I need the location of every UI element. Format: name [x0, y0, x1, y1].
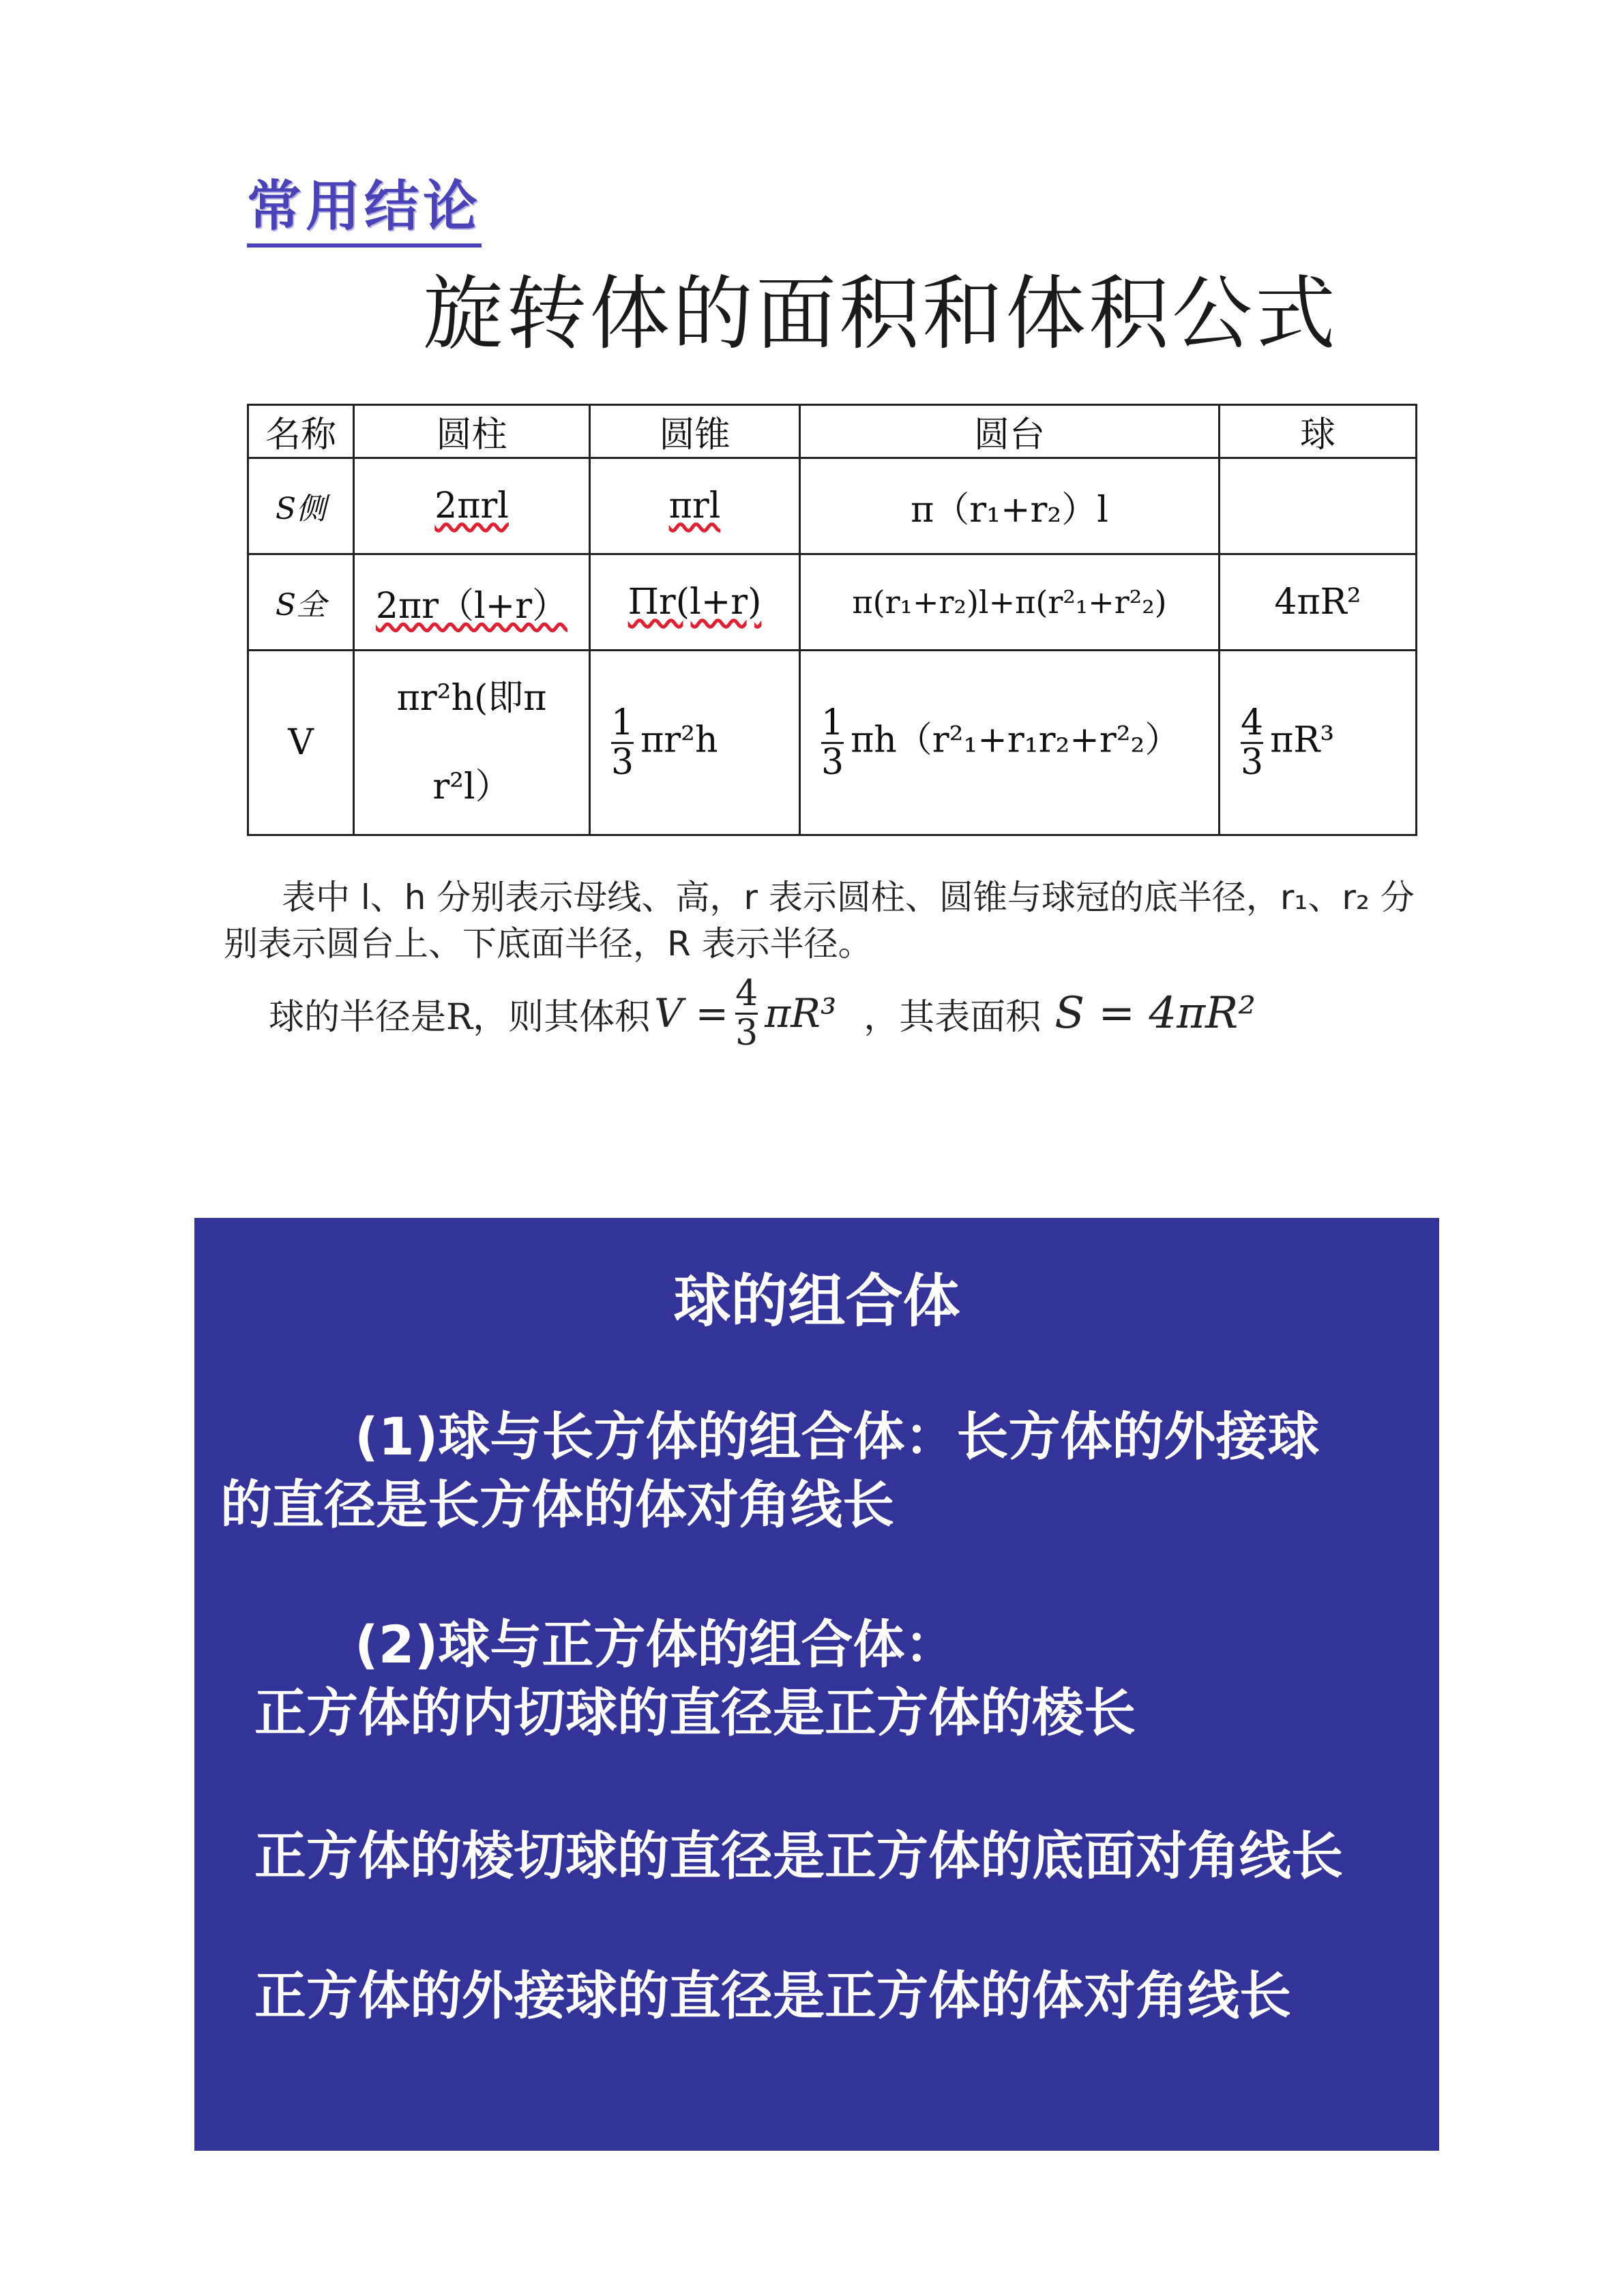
item1-line2: 的直径是长方体的体对角线长 [220, 1474, 894, 1535]
header-cylinder: 圆柱 [354, 405, 590, 458]
table-row-full-area [248, 554, 1417, 651]
sphere-prefix: 球的半径是R，则其体积 [269, 996, 651, 1038]
cell-sphere-side [1220, 458, 1417, 554]
cell-cone-side: πrl [590, 458, 800, 554]
sphere-combination-panel [194, 1218, 1439, 2151]
header-name: 名称 [248, 405, 354, 458]
table-row-side-area [248, 458, 1417, 554]
item2-line4: 正方体的外接球的直径是正方体的体对角线长 [254, 1965, 1291, 2026]
sphere-formula-line [269, 975, 1360, 1052]
cylinder-volume-line1: πr²h(即π [396, 678, 547, 719]
cell-frustum-volume: $\frac{1}{3}$ πh（r²₁+r₁r₂+r²₂） [800, 651, 1220, 835]
cell-cylinder-side: 2πrl [354, 458, 590, 554]
label-full-area: S全 [248, 554, 354, 651]
cell-frustum-full: π(r₁+r₂)l+π(r²₁+r²₂) [800, 554, 1220, 651]
frustum-fraction: $\frac{1}{3}$ [821, 702, 844, 783]
page-title: 旋转体的面积和体积公式 [423, 267, 1339, 361]
header-sphere: 球 [1220, 405, 1417, 458]
label-side-area: S侧 [248, 458, 354, 554]
cell-cone-full: Πr(l+r) [590, 554, 800, 651]
formula-table [247, 404, 1417, 836]
section-tag: 常用结论 [247, 162, 482, 248]
volume-lhs: V = [654, 990, 729, 1037]
surface-formula: S = 4πR² [1054, 988, 1256, 1039]
panel-title: 球的组合体 [673, 1268, 960, 1335]
volume-rest: πR³ [765, 990, 837, 1037]
cell-cone-volume: $\frac{1}{3}$ πr²h [590, 651, 800, 835]
item2-line3: 正方体的棱切球的直径是正方体的底面对角线长 [254, 1825, 1343, 1886]
cell-sphere-full: 4πR² [1220, 554, 1417, 651]
item2-line2: 正方体的内切球的直径是正方体的棱长 [254, 1682, 1136, 1743]
volume-fraction: $\frac{4}{3}$ [735, 973, 758, 1054]
item1-line1: (1)球与长方体的组合体：长方体的外接球 [355, 1406, 1320, 1467]
cone-fraction: $\frac{1}{3}$ [611, 702, 634, 783]
sphere-middle: ，其表面积 [863, 996, 1042, 1038]
header-cone: 圆锥 [590, 405, 800, 458]
cylinder-volume-line2: r²l） [432, 766, 511, 807]
sphere-fraction: $\frac{4}{3}$ [1241, 702, 1264, 783]
table-note: 表中 l、h 分别表示母线、高，r 表示圆柱、圆锥与球冠的底半径，r₁、r₂ 分别表示圆台上、下底面半径，R 表示半径。 [224, 878, 1415, 964]
label-volume: V [248, 651, 354, 835]
cell-cylinder-volume [354, 651, 590, 835]
table-row-volume [248, 651, 1417, 835]
cell-frustum-side: π（r₁+r₂）l [800, 458, 1220, 554]
cell-cylinder-full: 2πr（l+r） [354, 554, 590, 651]
item2-line1: (2)球与正方体的组合体： [355, 1614, 957, 1675]
table-header-row [248, 405, 1417, 458]
cell-sphere-volume: $\frac{4}{3}$ πR³ [1220, 651, 1417, 835]
header-frustum: 圆台 [800, 405, 1220, 458]
